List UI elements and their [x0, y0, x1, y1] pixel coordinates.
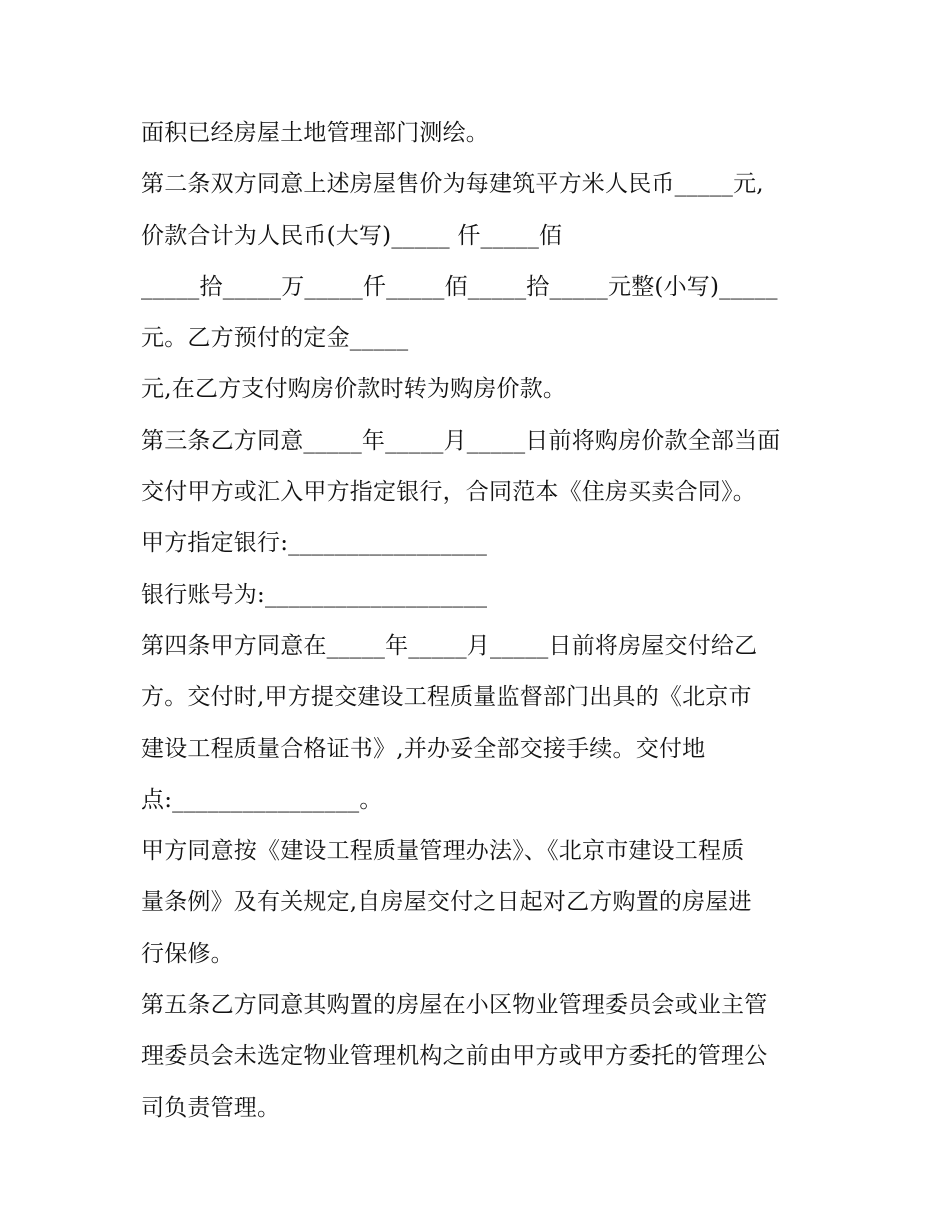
text-line: 方。交付时,甲方提交建设工程质量监督部门出具的《北京市	[141, 684, 752, 711]
text-line: 甲方同意按《建设工程质量管理办法》、《北京市建设工程质	[141, 838, 745, 865]
text-line: 交付甲方或汇入甲方指定银行，合同范本《住房买卖合同》。	[141, 479, 756, 506]
text-line: 理委员会未选定物业管理机构之前由甲方或甲方委托的管理公	[141, 1043, 768, 1070]
text-line: _____拾_____万_____仟_____佰_____拾_____元整(小写)_____	[141, 273, 778, 300]
text-line: 第四条甲方同意在_____年_____月_____日前将房屋交付给乙	[141, 632, 758, 659]
text-line: 行保修。	[141, 940, 234, 967]
contract-body	[141, 108, 821, 1134]
text-line: 量条例》及有关规定,自房屋交付之日起对乙方购置的房屋进	[141, 889, 752, 916]
text-line: 点:________________。	[141, 786, 383, 813]
text-line: 司负责管理。	[141, 1094, 281, 1121]
text-line: 第三条乙方同意_____年_____月_____日前将购房价款全部当面	[141, 427, 781, 454]
text-line: 面积已经房屋土地管理部门测绘。	[141, 120, 489, 146]
text-line: 价款合计为人民币(大写)_____ 仟_____佰	[141, 222, 563, 249]
text-line: 银行账号为:___________________	[141, 581, 488, 608]
text-line: 建设工程质量合格证书》,并办妥全部交接手续。交付地	[141, 735, 706, 762]
text-line: 甲方指定银行:_________________	[141, 530, 488, 557]
text-line: 元。乙方预付的定金_____	[141, 325, 409, 352]
text-line: 元,在乙方支付购房价款时转为购房价款。	[141, 376, 567, 403]
text-line: 第二条双方同意上述房屋售价为每建筑平方米人民币_____元,	[141, 171, 764, 198]
text-line: 第五条乙方同意其购置的房屋在小区物业管理委员会或业主管	[141, 992, 768, 1019]
